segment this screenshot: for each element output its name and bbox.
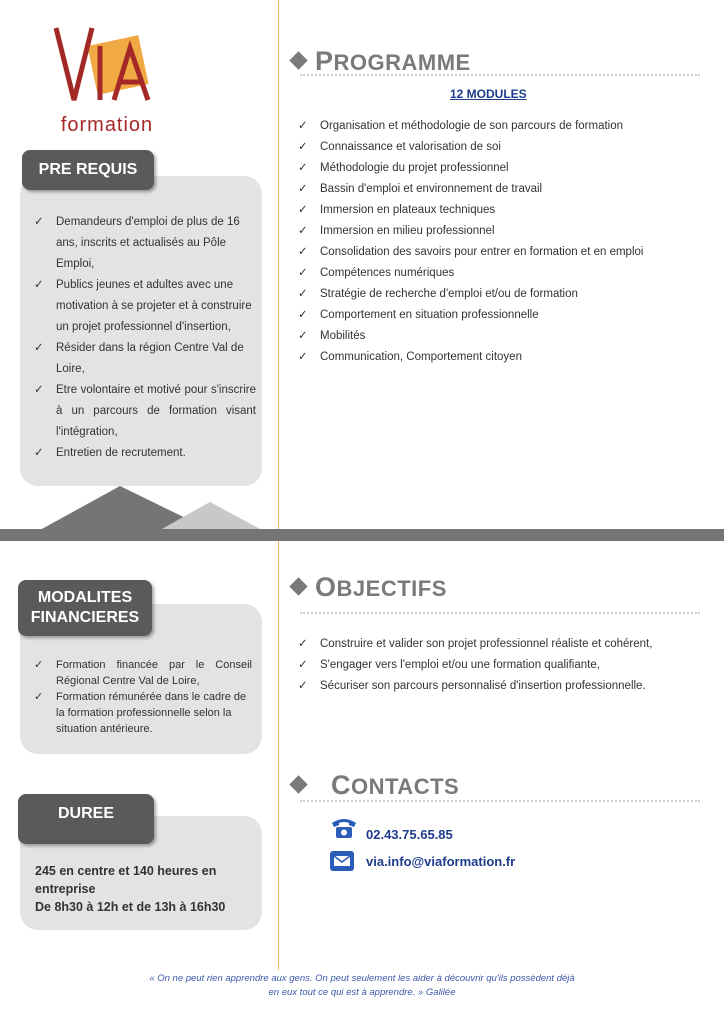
phone-number[interactable]: 02.43.75.65.85 [366, 827, 453, 842]
list-item: ✓ Formation financée par le Conseil Régional Centre Val de Loire, [34, 659, 252, 687]
check-icon: ✓ [34, 659, 44, 671]
logo-text: formation [60, 114, 154, 136]
check-icon: ✓ [34, 342, 44, 354]
diamond-icon [289, 577, 307, 595]
check-icon: ✓ [298, 288, 308, 300]
check-icon: ✓ [298, 225, 308, 237]
footer-quote: « On ne peut rien apprendre aux gens. On peut seulement les aider à découvrir qu'ils possèdent déjà en eux tout ce qui est à apprendre. » Galilée [149, 973, 575, 998]
list-item: ✓ Stratégie de recherche d'emploi et/ou de formation [292, 284, 712, 305]
check-icon: ✓ [298, 351, 308, 363]
diamond-icon [289, 51, 307, 69]
list-item: ✓ Sécuriser son parcours personnalisé d'insertion professionnelle. [292, 676, 712, 697]
check-icon: ✓ [298, 141, 308, 153]
check-icon: ✓ [298, 246, 308, 258]
phone-icon [330, 817, 358, 839]
check-icon: ✓ [298, 309, 308, 321]
prerequis-title: PRE REQUIS [22, 150, 154, 190]
check-icon: ✓ [298, 120, 308, 132]
objectifs-list [292, 634, 712, 697]
list-item: ✓ Publics jeunes et adultes avec une motivation à se projeter et à construire un projet professionnel d'insertion, [28, 275, 256, 338]
contacts-title: CONTACTS [292, 770, 459, 801]
list-item: ✓ Bassin d'emploi et environnement de travail [292, 179, 712, 200]
duree-text: 245 en centre et 140 heures en entreprise De 8h30 à 12h et de 13h à 16h30 [35, 864, 226, 914]
check-icon: ✓ [298, 680, 308, 692]
check-icon: ✓ [34, 279, 44, 291]
check-icon: ✓ [298, 204, 308, 216]
list-item: ✓ Organisation et méthodologie de son parcours de formation [292, 116, 712, 137]
dotted-divider [300, 74, 700, 76]
diamond-icon [289, 775, 307, 793]
band-triangles [0, 480, 280, 532]
dotted-divider [300, 800, 700, 802]
list-item: ✓ Immersion en plateaux techniques [292, 200, 712, 221]
list-item: ✓ Communication, Comportement citoyen [292, 347, 712, 368]
list-item: ✓ Compétences numériques [292, 263, 712, 284]
list-item: ✓ Entretien de recrutement. [28, 443, 256, 464]
list-item: ✓ Mobilités [292, 326, 712, 347]
check-icon: ✓ [298, 638, 308, 650]
list-item: ✓ Consolidation des savoirs pour entrer en formation et en emploi [292, 242, 712, 263]
check-icon: ✓ [34, 691, 44, 703]
check-icon: ✓ [34, 216, 44, 228]
list-item: ✓ Etre volontaire et motivé pour s'inscrire à un parcours de formation visant l'intégration, [28, 380, 256, 443]
list-item: ✓ Comportement en situation professionnelle [292, 305, 712, 326]
check-icon: ✓ [298, 659, 308, 671]
programme-title: PROGRAMME [292, 46, 471, 77]
dotted-divider [300, 612, 700, 614]
programme-list [292, 116, 712, 368]
list-item: ✓ Résider dans la région Centre Val de Loire, [28, 338, 256, 380]
list-item: ✓ Connaissance et valorisation de soi [292, 137, 712, 158]
list-item: ✓ S'engager vers l'emploi et/ou une formation qualifiante, [292, 655, 712, 676]
via-logo [52, 22, 162, 112]
check-icon: ✓ [298, 330, 308, 342]
check-icon: ✓ [298, 162, 308, 174]
duree-title: DUREE [18, 794, 154, 844]
check-icon: ✓ [298, 183, 308, 195]
list-item: ✓ Construire et valider son projet professionnel réaliste et cohérent, [292, 634, 712, 655]
list-item: ✓ Immersion en milieu professionnel [292, 221, 712, 242]
modalites-title: MODALITES FINANCIERES [18, 580, 152, 636]
email-address[interactable]: via.info@viaformation.fr [366, 854, 516, 869]
mail-icon [330, 851, 354, 871]
list-item: ✓ Méthodologie du projet professionnel [292, 158, 712, 179]
list-item: ✓ Demandeurs d'emploi de plus de 16 ans, inscrits et actualisés au Pôle Emploi, [28, 212, 256, 275]
check-icon: ✓ [298, 267, 308, 279]
list-item: ✓ Formation rémunérée dans le cadre de la formation professionnelle selon la situation antérieure. [34, 691, 247, 735]
divider-band [0, 529, 724, 541]
modules-subtitle: 12 MODULES [450, 87, 527, 101]
objectifs-title: OBJECTIFS [292, 572, 447, 603]
check-icon: ✓ [34, 384, 44, 396]
check-icon: ✓ [34, 447, 44, 459]
prerequis-list [28, 212, 256, 464]
modalites-list [28, 657, 252, 737]
